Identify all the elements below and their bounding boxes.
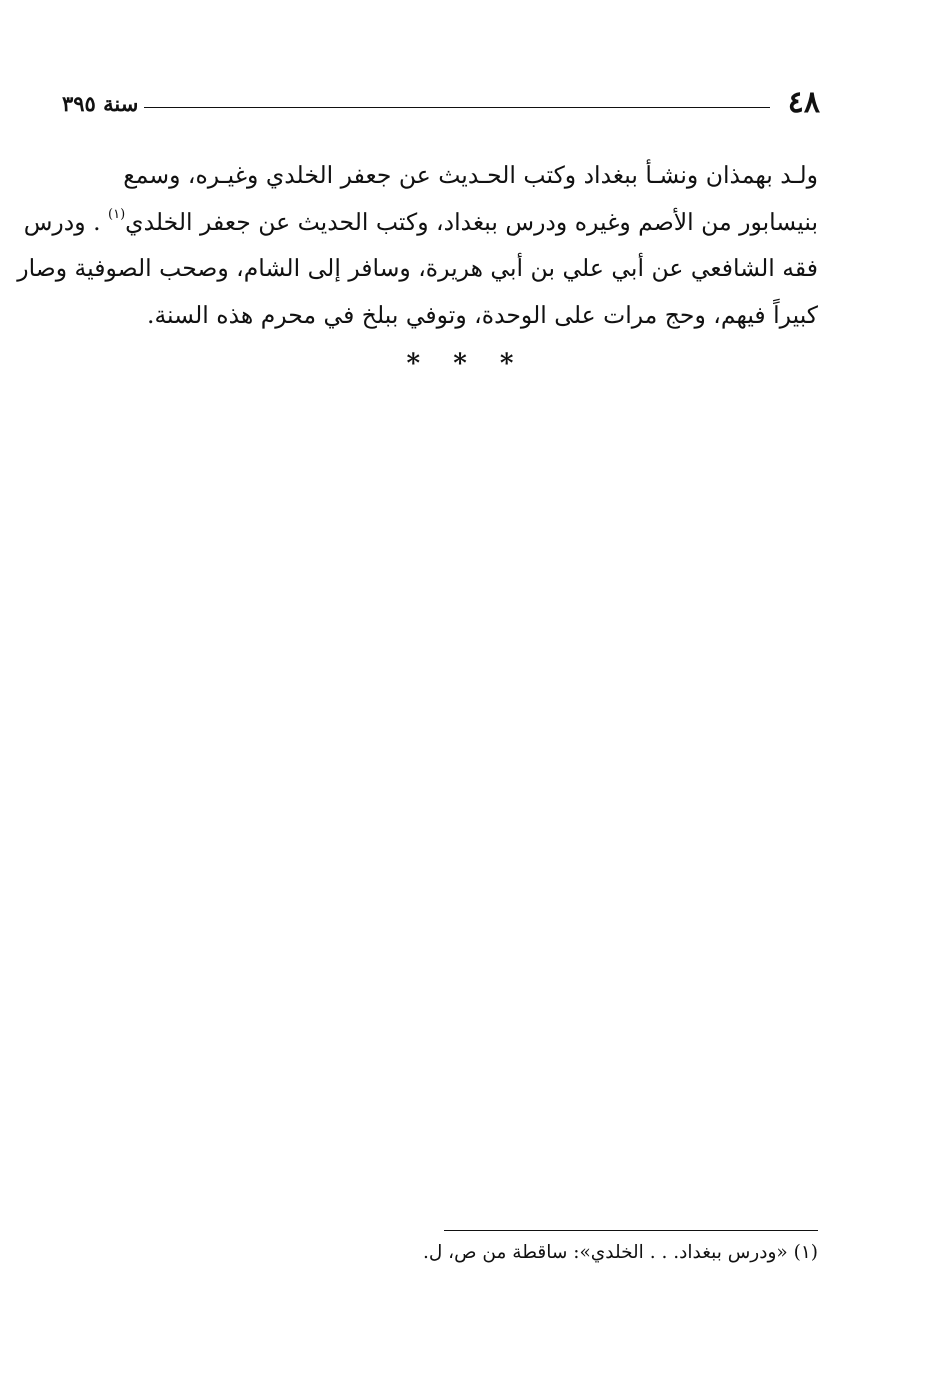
section-separator: * * * (406, 349, 526, 379)
body-line-3: فقه الشافعي عن أبي علي بن أبي هريرة، وسافر إلى الشام، وصحب الصوفية وصار (17, 254, 818, 282)
footnote-reference[interactable]: (١) (108, 206, 126, 222)
running-head (62, 84, 820, 124)
body-paragraph (17, 152, 818, 338)
body-line-2-tail: . ودرس (23, 207, 101, 236)
body-line-2-text: بنيسابور من الأصم وغيره ودرس ببغداد، وكتب الحديث عن جعفر الخلدي (125, 207, 818, 236)
page-number: ٤٨ (787, 85, 820, 120)
body-line-1: ولـد بهمذان ونشـأ ببغداد وكتب الحـديث عن جعفر الخلدي وغيـره، وسمع (123, 161, 818, 189)
footnote: (١) «ودرس ببغداد. . . الخلدي»: ساقطة من ص، ل. (422, 1242, 818, 1263)
header-rule (144, 107, 770, 108)
body-line-4: كبيراً فيهم، وحج مرات على الوحدة، وتوفي ببلخ في محرم هذه السنة. (146, 300, 818, 329)
year-label: سنة ٣٩٥ (62, 91, 139, 116)
footnote-rule (444, 1230, 818, 1231)
body-line-2 (23, 199, 818, 246)
